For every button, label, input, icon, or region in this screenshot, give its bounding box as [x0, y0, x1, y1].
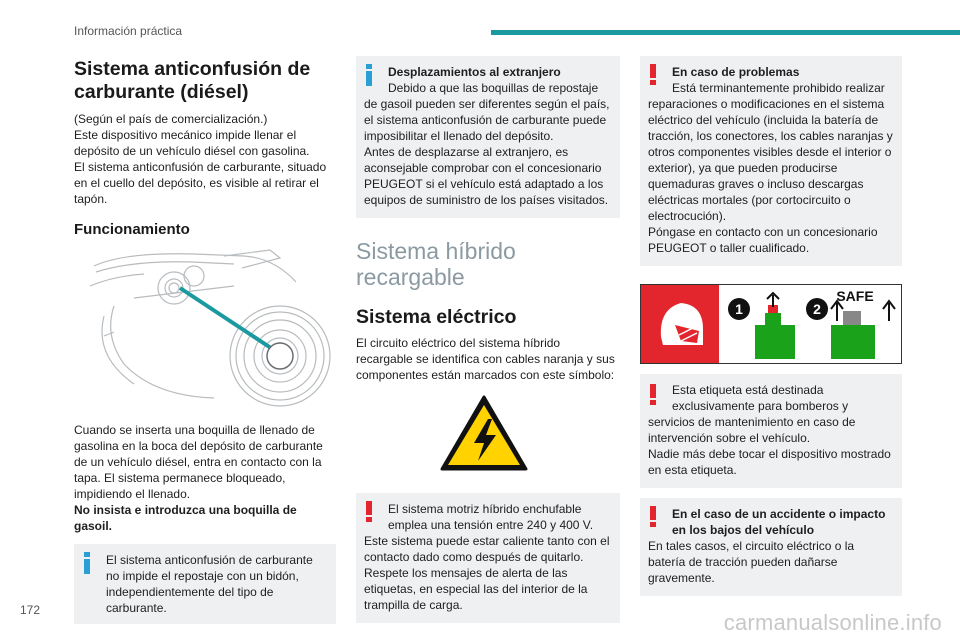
subtitle-funcionamiento: Funcionamiento	[74, 221, 190, 238]
section-title-anticonfusion: Sistema anticonfusión de carburante (diésel)	[74, 58, 311, 103]
warning-box-first-line: El sistema motriz híbrido enchufable	[388, 502, 582, 516]
warning-icon	[366, 501, 380, 521]
info-box-first-line: Debido a que las boquillas de repostaje	[388, 81, 599, 95]
info-box-text-2: Antes de desplazarse al extranjero, es aconsejable comprobar con el concesionario PEUGEOT si el vehículo está adaptado a los equipos de suministro de los países visitados.	[364, 145, 609, 207]
intro-country: (Según el país de comercialización.)	[74, 112, 268, 126]
electrical-text: El circuito eléctrico del sistema híbrido recargable se identifica con cables naranja y sus componentes están marcados con este símbolo:	[356, 336, 615, 382]
label-step-1: 1	[735, 301, 743, 317]
warning-box-title: En caso de problemas	[672, 65, 800, 79]
column-1	[74, 50, 336, 624]
warning-box-title: En el caso de un accidente o impacto	[672, 507, 886, 521]
warning-box-text: En tales casos, el circuito eléctrico o la batería de tracción pueden dañarse gravemente.	[648, 539, 855, 585]
warning-box-problems	[640, 56, 902, 266]
info-box-travel	[356, 56, 620, 218]
warning-box-first-line: Esta etiqueta está destinada	[672, 383, 824, 397]
warning-box-second-line: emplea una tensión entre 240 y 400 V.	[388, 518, 594, 532]
operation-text: Cuando se inserta una boquilla de llenado de gasolina en la boca del depósito de carburante de un vehículo diésel, entra en contacto con la tapa. El sistema permanece bloqueado, impidiendo el llenado.	[74, 423, 323, 501]
watermark: carmanualsonline.info	[723, 610, 942, 635]
high-voltage-symbol	[356, 393, 620, 473]
header-accent-bar	[491, 30, 960, 35]
warning-box-text: Este sistema puede estar caliente tanto con el contacto dado como después de quitarlo. Respete los mensajes de alerta de las etiquetas, en especial las del interior de la trampilla de carga.	[364, 534, 610, 612]
warning-box-text-2: Póngase en contacto con un concesionario PEUGEOT o taller cualificado.	[648, 225, 878, 255]
info-icon	[366, 64, 380, 84]
warning-icon	[650, 384, 664, 404]
warning-box-first-line: Está terminantemente prohibido realizar	[672, 81, 885, 95]
warning-box-label	[640, 374, 902, 488]
fuel-neck-drawing	[74, 246, 336, 410]
warning-icon	[650, 64, 664, 84]
warning-box-text-2: Nadie más debe tocar el dispositivo mostrado en esta etiqueta.	[648, 447, 891, 477]
warning-box-accident	[640, 498, 902, 596]
section-title-hybrid: Sistema híbrido recargable	[356, 238, 516, 290]
high-voltage-icon	[356, 393, 620, 473]
label-step-2: 2	[813, 301, 821, 317]
warning-box-second-line: exclusivamente para bomberos y	[672, 399, 849, 413]
warning-icon	[650, 506, 664, 526]
label-safe-text: SAFE	[836, 288, 874, 304]
info-box-title: Desplazamientos al extranjero	[388, 65, 561, 79]
section-header: Información práctica	[74, 24, 183, 38]
warning-box-text: servicios de mantenimiento en caso de intervención sobre el vehículo.	[648, 415, 856, 445]
warning-box-text: reparaciones o modificaciones en el sistema eléctrico del vehículo (incluida la batería de tracción, los conectores, los cables naranjas y otros componentes visibles desde el interior o exterior), ya que pueden producirse quemaduras graves o incluso descargas eléctricas mortales (por cortocircuito o electrocución).	[648, 97, 893, 223]
intro-location: El sistema anticonfusión de carburante, situado en el cuello del depósito, es visible al retirar el tapón.	[74, 160, 327, 206]
firefighter-label-graphic	[641, 285, 901, 363]
warning-box-voltage	[356, 493, 620, 623]
subtitle-electrical: Sistema eléctrico	[356, 306, 517, 328]
info-box-text: no impide el repostaje con un bidón, independientemente del tipo de carburante.	[106, 569, 299, 615]
intro-device: Este dispositivo mecánico impide llenar el depósito de un vehículo diésel con gasolina.	[74, 128, 310, 158]
info-box-text: de gasoil pueden ser diferentes según el país, el sistema anticonfusión de carburante puede imposibilitar el llenado del depósito.	[364, 97, 610, 143]
column-3	[640, 50, 902, 596]
page-number: 172	[20, 603, 41, 617]
info-box-first-line: El sistema anticonfusión de carburante	[106, 553, 313, 567]
fuel-filler-illustration	[74, 246, 336, 410]
operation-warning: No insista e introduzca una boquilla de gasoil.	[74, 503, 297, 533]
warning-box-title-2: en los bajos del vehículo	[672, 523, 815, 537]
info-box-bidon	[74, 544, 336, 624]
column-2	[356, 50, 620, 623]
firefighter-label	[640, 284, 902, 364]
info-icon	[84, 552, 98, 572]
